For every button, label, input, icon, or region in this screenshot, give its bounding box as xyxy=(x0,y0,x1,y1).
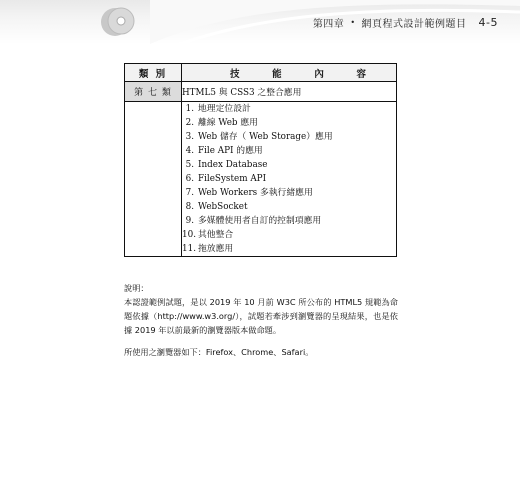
table-row xyxy=(125,102,397,257)
cd-disc-icon xyxy=(100,4,140,38)
running-header xyxy=(313,15,498,30)
column-header-char: 內 xyxy=(314,68,326,80)
empty-category-cell xyxy=(125,102,182,257)
notes-label: 說明： xyxy=(124,283,149,293)
list-item: 8. WebSocket xyxy=(185,202,248,212)
column-header-char: 容 xyxy=(356,68,368,80)
notes-paragraph: 本認證範例試題，是以 2019 年 10 月前 W3C 所公布的 HTML5 規範為命題依據（http://www.w3.org/），試題若牽涉到瀏覽器的呈現結果，也是依據 2019 年以前最新的瀏覽器版本做命題。 xyxy=(124,297,398,335)
list-item: 4. File API 的應用 xyxy=(185,146,263,156)
page-number: 4-5 xyxy=(478,16,498,29)
column-header-category: 類 別 xyxy=(125,64,182,82)
notes-section xyxy=(124,281,398,359)
items-cell xyxy=(182,102,397,257)
list-item: 7. Web Workers 多執行緒應用 xyxy=(185,188,313,198)
list-item: 6. FileSystem API xyxy=(185,174,267,184)
table-header-row xyxy=(125,64,397,82)
list-item: 1. 地理定位設計 xyxy=(185,104,251,114)
list-item: 3. Web 儲存（ Web Storage）應用 xyxy=(185,132,333,142)
skill-list xyxy=(182,102,396,256)
list-item: 2. 離線 Web 應用 xyxy=(185,118,258,128)
skills-table xyxy=(124,63,397,257)
chapter-label: 第四章 xyxy=(312,19,345,30)
category-cell: 第 七 類 xyxy=(125,82,182,102)
header-bullet: • xyxy=(350,18,356,27)
chapter-title: 網頁程式設計範例題目 xyxy=(361,19,467,30)
column-header-char: 能 xyxy=(272,68,284,80)
list-item: 10. 其他整合 xyxy=(182,230,234,240)
column-header-content xyxy=(182,64,397,82)
list-item: 9. 多媒體使用者自訂的控制項應用 xyxy=(185,216,322,226)
list-item: 5. Index Database xyxy=(185,160,268,170)
category-title-cell: HTML5 與 CSS3 之整合應用 xyxy=(182,82,397,102)
column-header-char: 技 xyxy=(230,68,242,80)
table-row xyxy=(125,82,397,102)
list-item: 11. 拖放應用 xyxy=(182,244,234,254)
browsers-note: 所使用之瀏覽器如下：Firefox、Chrome、Safari。 xyxy=(124,347,314,357)
